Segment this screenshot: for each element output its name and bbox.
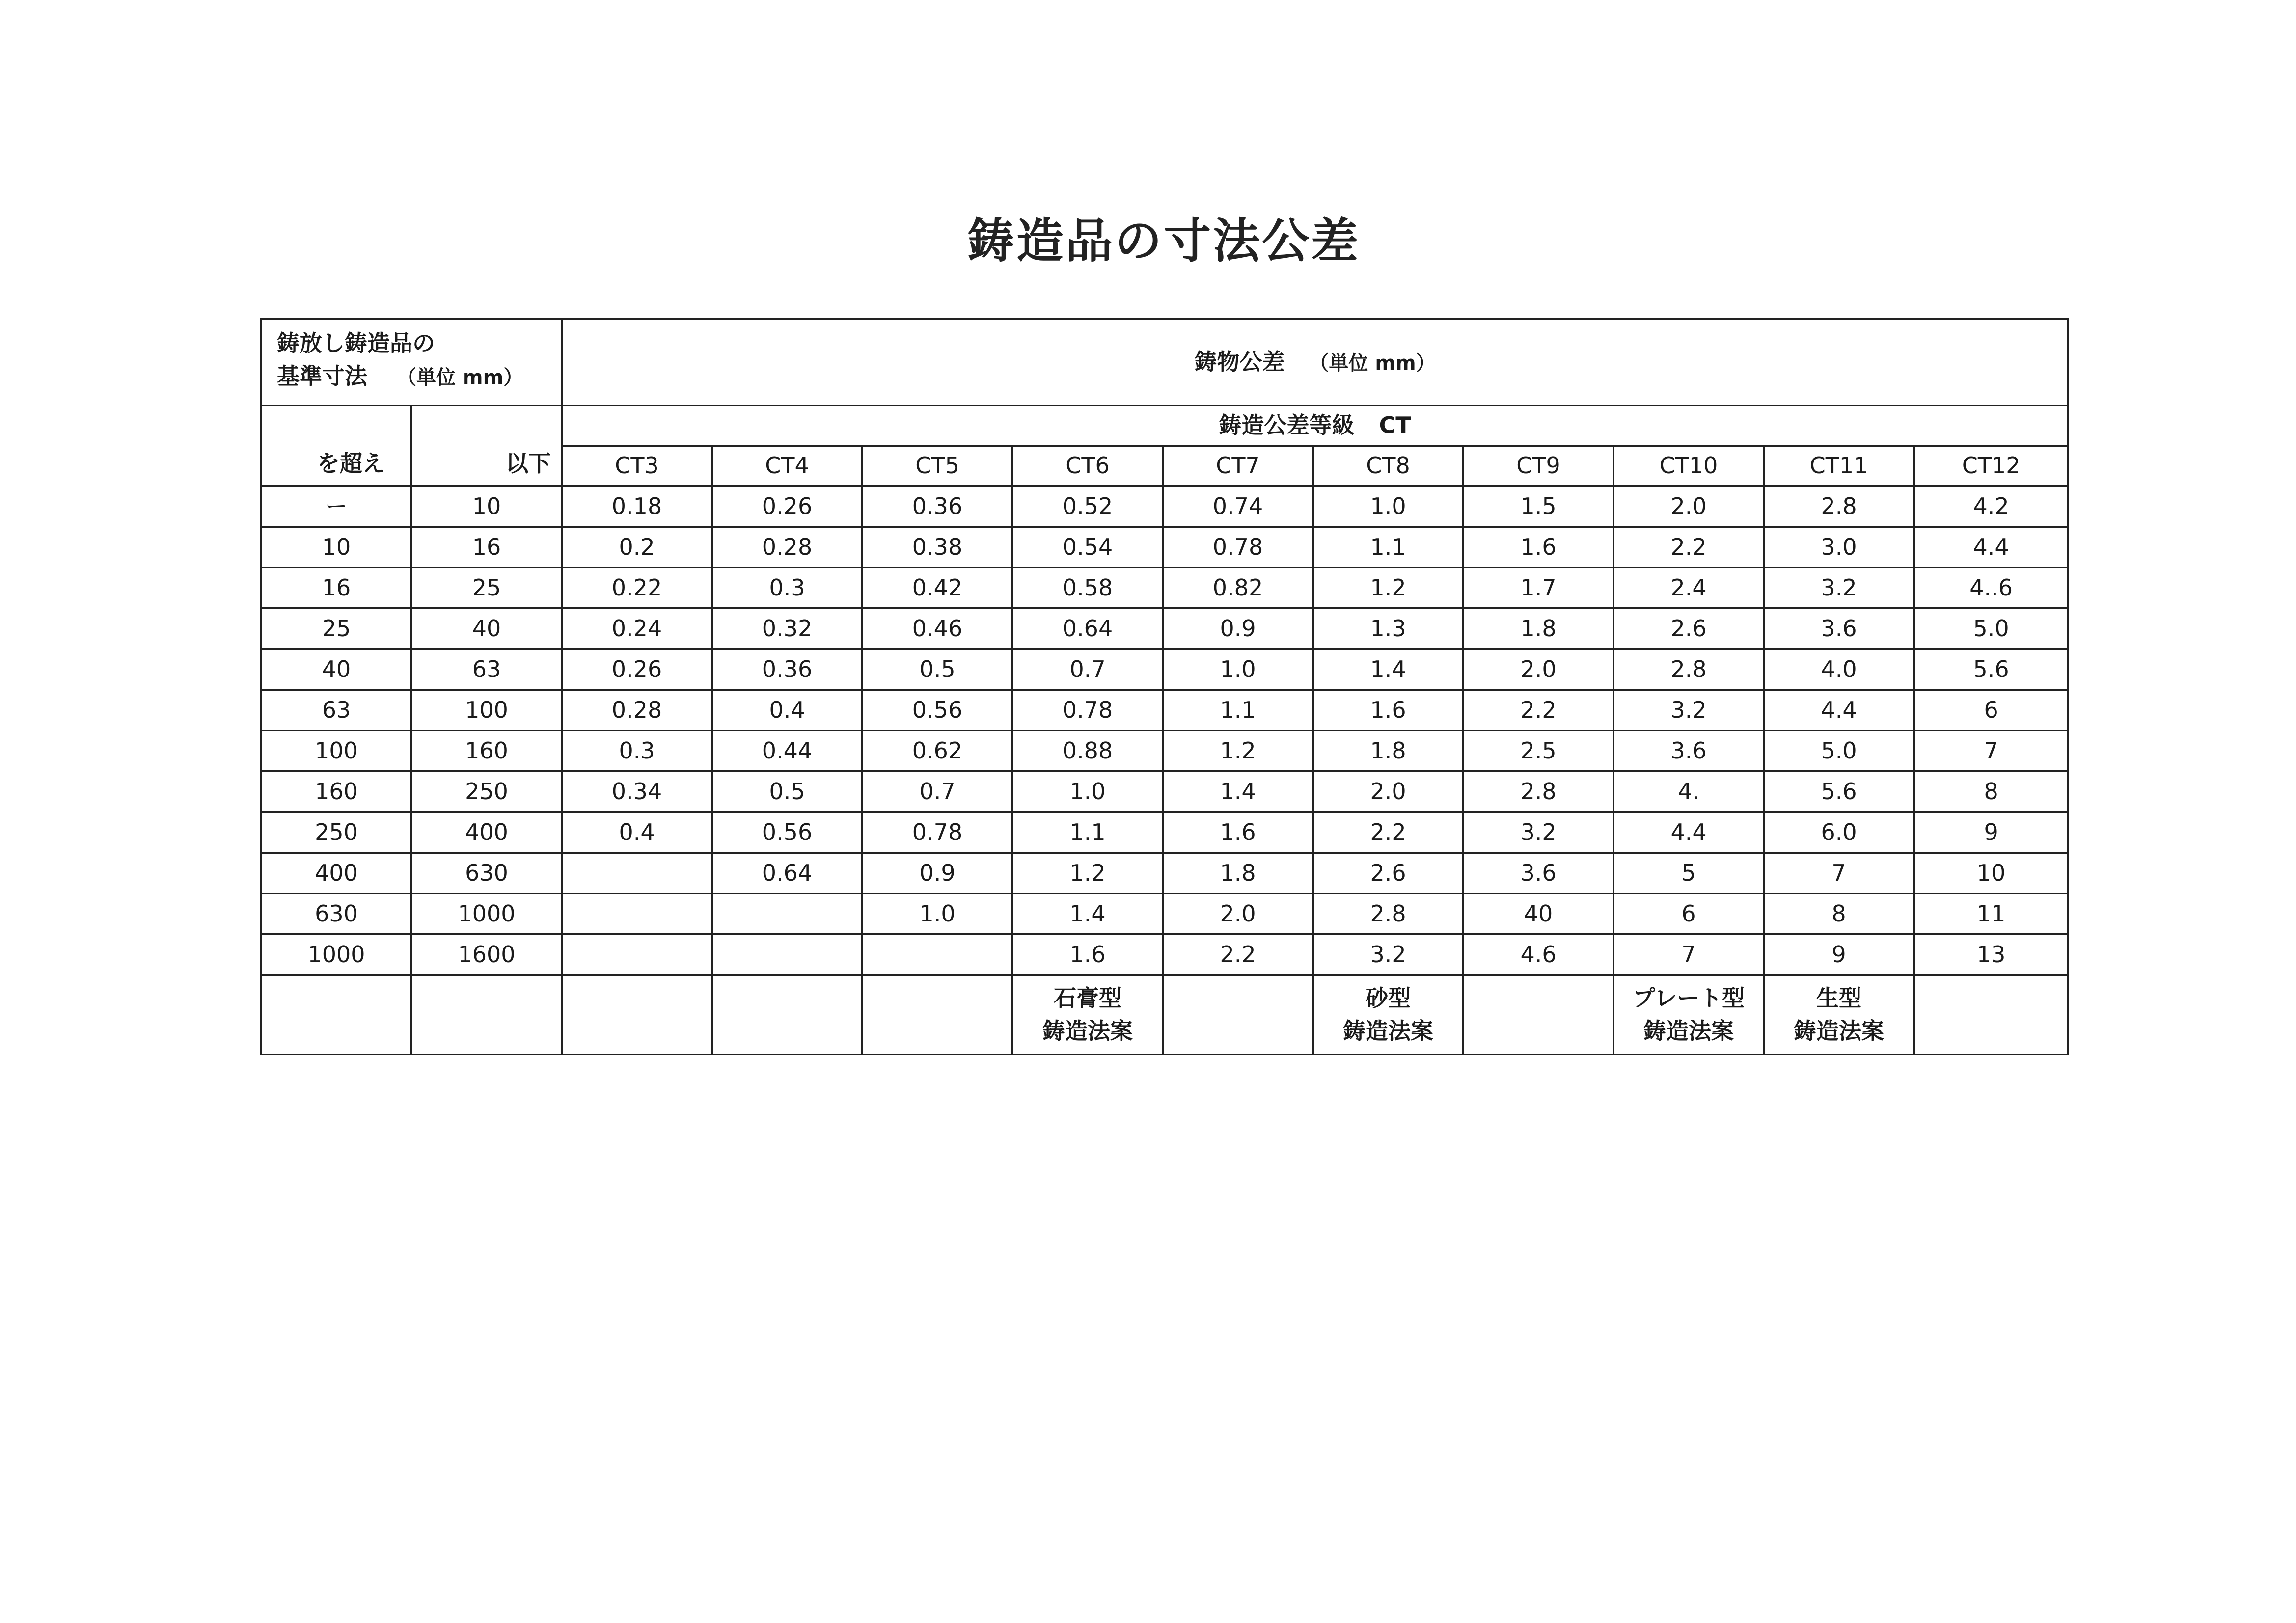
cell-ct3 (562, 853, 712, 893)
cell-ct9: 2.8 (1463, 771, 1613, 812)
cell-under: 40 (411, 608, 562, 649)
ct-header-ct4: CT4 (712, 446, 862, 486)
cell-under: 25 (411, 568, 562, 608)
method-row (261, 975, 2068, 1055)
cell-ct3: 0.4 (562, 812, 712, 853)
cell-ct7: 1.8 (1163, 853, 1313, 893)
cell-ct6: 1.4 (1012, 893, 1163, 934)
cell-ct12: 11 (1914, 893, 2068, 934)
basis-header-line2 (277, 360, 561, 393)
cell-under: 1600 (411, 934, 562, 975)
under-header-cell: 以下 (411, 406, 562, 486)
cell-over: 25 (261, 608, 411, 649)
cell-ct4: 0.36 (712, 649, 862, 690)
cell-ct5: 1.0 (862, 893, 1012, 934)
cell-ct8: 1.8 (1313, 730, 1463, 771)
method-line1: 砂型 (1366, 985, 1411, 1012)
method-line2: 鋳造法案 (1794, 1018, 1885, 1044)
table-row (261, 527, 2068, 568)
cell-ct5: 0.78 (862, 812, 1012, 853)
cell-ct10: 2.0 (1613, 486, 1764, 527)
cell-ct10: 2.6 (1613, 608, 1764, 649)
cell-ct8: 1.3 (1313, 608, 1463, 649)
cell-ct7: 1.1 (1163, 690, 1313, 730)
cell-ct5: 0.9 (862, 853, 1012, 893)
method-line2: 鋳造法案 (1643, 1018, 1734, 1044)
method-line2: 鋳造法案 (1343, 1018, 1434, 1044)
cell-ct10: 2.8 (1613, 649, 1764, 690)
cell-ct7: 0.74 (1163, 486, 1313, 527)
ct-header-ct7: CT7 (1163, 446, 1313, 486)
method-cell (562, 975, 712, 1055)
cell-ct12: 5.0 (1914, 608, 2068, 649)
cell-ct4: 0.28 (712, 527, 862, 568)
cell-ct3: 0.18 (562, 486, 712, 527)
method-cell (1012, 975, 1163, 1055)
table-row (261, 649, 2068, 690)
ct-header-ct12: CT12 (1914, 446, 2068, 486)
cell-ct10: 6 (1613, 893, 1764, 934)
cell-ct5: 0.56 (862, 690, 1012, 730)
cell-ct12: 4..6 (1914, 568, 2068, 608)
cell-ct5 (862, 934, 1012, 975)
cell-ct7: 0.78 (1163, 527, 1313, 568)
cell-ct12: 4.4 (1914, 527, 2068, 568)
cell-ct3 (562, 934, 712, 975)
cell-ct5: 0.62 (862, 730, 1012, 771)
cell-over: 63 (261, 690, 411, 730)
cell-ct7: 0.9 (1163, 608, 1313, 649)
tolerance-title: 鋳物公差 (1194, 349, 1285, 376)
method-cell (1914, 975, 2068, 1055)
basis-header-label: 基準寸法 (277, 362, 367, 389)
cell-over: 250 (261, 812, 411, 853)
cell-ct4: 0.3 (712, 568, 862, 608)
cell-ct9: 1.5 (1463, 486, 1613, 527)
cell-ct8: 1.2 (1313, 568, 1463, 608)
cell-ct10: 3.2 (1613, 690, 1764, 730)
cell-ct3: 0.34 (562, 771, 712, 812)
basis-header-cell (261, 319, 562, 406)
cell-under: 1000 (411, 893, 562, 934)
cell-ct12: 8 (1914, 771, 2068, 812)
header-row-grade (261, 406, 2068, 446)
method-line1: 生型 (1816, 985, 1862, 1012)
grade-code: CT (1379, 412, 1411, 439)
cell-under: 160 (411, 730, 562, 771)
cell-ct11: 9 (1764, 934, 1914, 975)
cell-ct10: 4.4 (1613, 812, 1764, 853)
cell-ct4: 0.32 (712, 608, 862, 649)
cell-ct7: 1.0 (1163, 649, 1313, 690)
method-cell (1313, 975, 1463, 1055)
cell-ct7: 1.6 (1163, 812, 1313, 853)
cell-ct6: 0.52 (1012, 486, 1163, 527)
cell-ct4 (712, 893, 862, 934)
cell-ct6: 1.6 (1012, 934, 1163, 975)
cell-ct8: 1.6 (1313, 690, 1463, 730)
basis-header-line1: 鋳放し鋳造品の (277, 330, 435, 356)
cell-ct4 (712, 934, 862, 975)
cell-ct10: 2.4 (1613, 568, 1764, 608)
cell-ct10: 2.2 (1613, 527, 1764, 568)
cell-ct8: 2.6 (1313, 853, 1463, 893)
method-cell (411, 975, 562, 1055)
tolerance-unit: （単位 mm） (1309, 352, 1436, 375)
cell-ct9: 40 (1463, 893, 1613, 934)
method-cell (1163, 975, 1313, 1055)
cell-ct7: 2.2 (1163, 934, 1313, 975)
cell-ct8: 1.0 (1313, 486, 1463, 527)
cell-ct6: 0.54 (1012, 527, 1163, 568)
table-row (261, 853, 2068, 893)
cell-ct5: 0.46 (862, 608, 1012, 649)
cell-ct10: 4. (1613, 771, 1764, 812)
ct-header-ct5: CT5 (862, 446, 1012, 486)
cell-ct5: 0.38 (862, 527, 1012, 568)
tolerance-table (260, 318, 2069, 1055)
table-row (261, 486, 2068, 527)
method-cell (1764, 975, 1914, 1055)
table-row (261, 730, 2068, 771)
cell-ct6: 1.2 (1012, 853, 1163, 893)
ct-header-ct8: CT8 (1313, 446, 1463, 486)
cell-ct11: 6.0 (1764, 812, 1914, 853)
cell-ct6: 0.88 (1012, 730, 1163, 771)
page-title: 鋳造品の寸法公差 (967, 213, 1360, 269)
cell-ct11: 3.0 (1764, 527, 1914, 568)
cell-ct3: 0.2 (562, 527, 712, 568)
cell-ct8: 2.2 (1313, 812, 1463, 853)
cell-over: 630 (261, 893, 411, 934)
cell-over: 10 (261, 527, 411, 568)
cell-ct4: 0.56 (712, 812, 862, 853)
cell-ct4: 0.64 (712, 853, 862, 893)
ct-header-ct3: CT3 (562, 446, 712, 486)
cell-ct12: 13 (1914, 934, 2068, 975)
method-cell (1613, 975, 1764, 1055)
cell-ct8: 3.2 (1313, 934, 1463, 975)
cell-ct11: 4.0 (1764, 649, 1914, 690)
cell-under: 630 (411, 853, 562, 893)
cell-ct9: 3.6 (1463, 853, 1613, 893)
method-cell (261, 975, 411, 1055)
cell-ct9: 1.6 (1463, 527, 1613, 568)
cell-ct6: 0.7 (1012, 649, 1163, 690)
cell-over: 16 (261, 568, 411, 608)
cell-ct4: 0.5 (712, 771, 862, 812)
method-line1: プレート型 (1632, 985, 1745, 1012)
cell-ct8: 1.1 (1313, 527, 1463, 568)
table-row (261, 812, 2068, 853)
table-row (261, 690, 2068, 730)
cell-under: 400 (411, 812, 562, 853)
cell-ct12: 7 (1914, 730, 2068, 771)
cell-ct9: 3.2 (1463, 812, 1613, 853)
cell-ct9: 2.5 (1463, 730, 1613, 771)
grade-title: 鋳造公差等級 (1219, 412, 1355, 439)
cell-ct5: 0.5 (862, 649, 1012, 690)
cell-ct9: 1.7 (1463, 568, 1613, 608)
cell-ct7: 0.82 (1163, 568, 1313, 608)
cell-over: 40 (261, 649, 411, 690)
cell-ct9: 2.0 (1463, 649, 1613, 690)
cell-ct11: 5.0 (1764, 730, 1914, 771)
cell-ct10: 7 (1613, 934, 1764, 975)
cell-ct8: 2.8 (1313, 893, 1463, 934)
cell-ct4: 0.4 (712, 690, 862, 730)
cell-ct4: 0.44 (712, 730, 862, 771)
cell-ct8: 2.0 (1313, 771, 1463, 812)
table-row (261, 568, 2068, 608)
cell-ct12: 4.2 (1914, 486, 2068, 527)
cell-over: ー (261, 486, 411, 527)
cell-ct11: 7 (1764, 853, 1914, 893)
cell-ct3 (562, 893, 712, 934)
cell-ct5: 0.42 (862, 568, 1012, 608)
cell-ct12: 9 (1914, 812, 2068, 853)
cell-ct9: 1.8 (1463, 608, 1613, 649)
cell-ct6: 0.78 (1012, 690, 1163, 730)
cell-ct11: 2.8 (1764, 486, 1914, 527)
table-row (261, 771, 2068, 812)
cell-under: 16 (411, 527, 562, 568)
ct-header-ct9: CT9 (1463, 446, 1613, 486)
over-header-cell: を超え (261, 406, 411, 486)
cell-ct10: 5 (1613, 853, 1764, 893)
cell-ct8: 1.4 (1313, 649, 1463, 690)
method-cell (1463, 975, 1613, 1055)
cell-ct11: 3.2 (1764, 568, 1914, 608)
cell-ct3: 0.24 (562, 608, 712, 649)
cell-ct10: 3.6 (1613, 730, 1764, 771)
tolerance-header-cell (562, 319, 2068, 406)
cell-ct9: 4.6 (1463, 934, 1613, 975)
table-row (261, 934, 2068, 975)
cell-ct12: 5.6 (1914, 649, 2068, 690)
cell-under: 63 (411, 649, 562, 690)
cell-ct11: 4.4 (1764, 690, 1914, 730)
cell-ct11: 5.6 (1764, 771, 1914, 812)
cell-ct7: 2.0 (1163, 893, 1313, 934)
cell-over: 160 (261, 771, 411, 812)
method-line1: 石膏型 (1054, 985, 1122, 1012)
table-row (261, 608, 2068, 649)
header-row-tolerance (261, 319, 2068, 406)
cell-under: 250 (411, 771, 562, 812)
ct-header-ct10: CT10 (1613, 446, 1764, 486)
cell-ct5: 0.7 (862, 771, 1012, 812)
ct-header-ct6: CT6 (1012, 446, 1163, 486)
cell-ct11: 8 (1764, 893, 1914, 934)
method-cell (862, 975, 1012, 1055)
cell-ct9: 2.2 (1463, 690, 1613, 730)
method-cell (712, 975, 862, 1055)
cell-ct5: 0.36 (862, 486, 1012, 527)
cell-over: 1000 (261, 934, 411, 975)
cell-ct12: 6 (1914, 690, 2068, 730)
table-row (261, 893, 2068, 934)
grade-header-cell (562, 406, 2068, 446)
cell-ct3: 0.22 (562, 568, 712, 608)
cell-ct6: 0.58 (1012, 568, 1163, 608)
cell-ct6: 0.64 (1012, 608, 1163, 649)
cell-over: 100 (261, 730, 411, 771)
cell-ct3: 0.28 (562, 690, 712, 730)
cell-ct6: 1.0 (1012, 771, 1163, 812)
cell-under: 100 (411, 690, 562, 730)
cell-ct11: 3.6 (1764, 608, 1914, 649)
cell-ct12: 10 (1914, 853, 2068, 893)
cell-under: 10 (411, 486, 562, 527)
basis-unit: （単位 mm） (397, 366, 523, 389)
cell-ct3: 0.26 (562, 649, 712, 690)
cell-ct6: 1.1 (1012, 812, 1163, 853)
cell-ct7: 1.2 (1163, 730, 1313, 771)
cell-ct7: 1.4 (1163, 771, 1313, 812)
cell-over: 400 (261, 853, 411, 893)
ct-header-ct11: CT11 (1764, 446, 1914, 486)
method-line2: 鋳造法案 (1042, 1018, 1133, 1044)
cell-ct4: 0.26 (712, 486, 862, 527)
cell-ct3: 0.3 (562, 730, 712, 771)
